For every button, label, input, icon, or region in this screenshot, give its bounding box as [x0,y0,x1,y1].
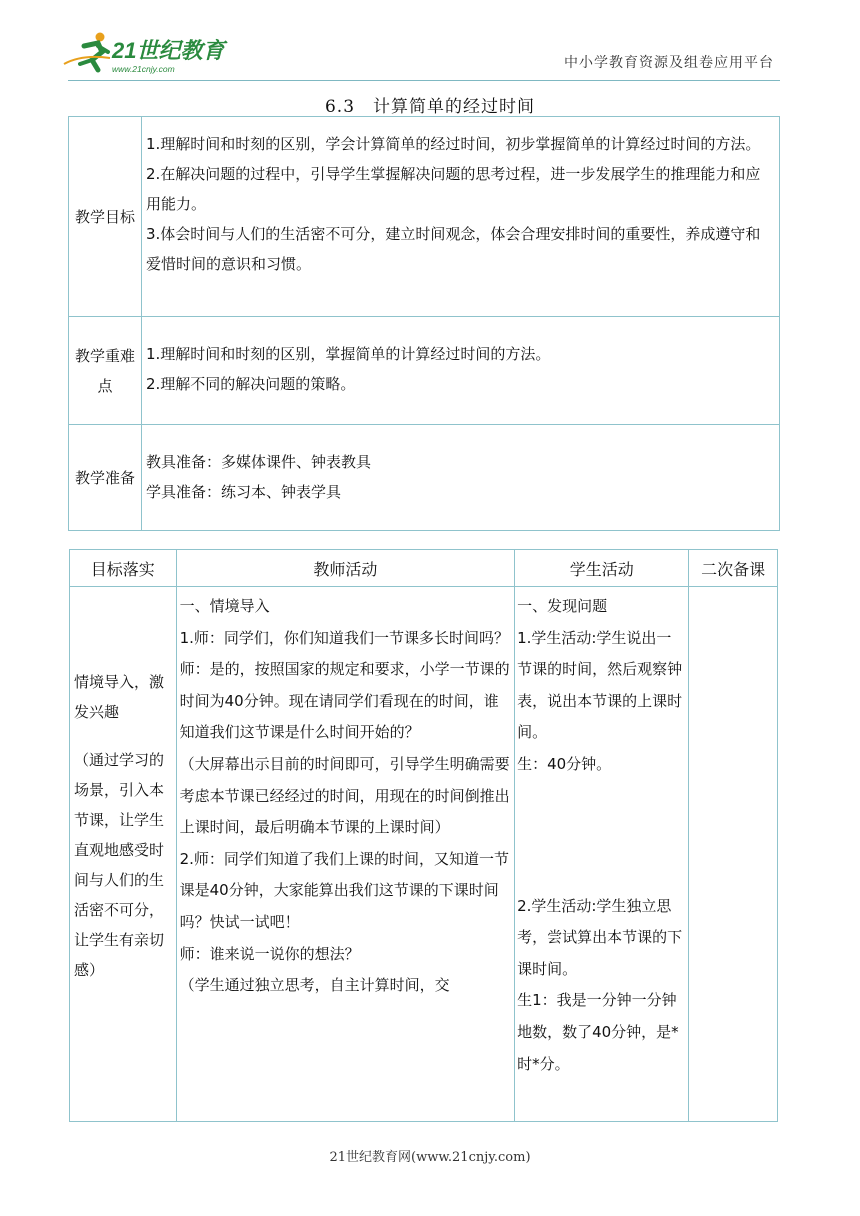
row-label: 教学重难点 [69,317,142,425]
text-line: 生：40分钟。 [517,754,612,773]
header-divider [68,80,780,81]
text-line: 2.学生活动:学生独立思考，尝试算出本节课的下课时间。 [517,896,683,978]
goal-cell [70,587,177,1122]
text-line: 2.师：同学们知道了我们上课的时间，又知道一节课是40分钟，大家能算出我们这节课的下课时间吗？快试一试吧！ [179,849,509,931]
revision-notes-cell [689,587,778,1122]
row-content [142,117,780,317]
text-line: 2.在解决问题的过程中，引导学生掌握解决问题的思考过程，进一步发展学生的推理能力和应用能力。 [146,165,761,213]
text-line: 生1：我是一分钟一分钟地数，数了40分钟，是*时*分。 [517,991,679,1073]
runner-icon [64,33,110,71]
spacer [517,781,686,891]
text-line: 2.理解不同的解决问题的策略。 [146,375,356,393]
row-content [142,425,780,531]
text-line: 学具准备：练习本、钟表学具 [146,483,342,501]
text-line: （大屏幕出示目前的时间即可，引导学生明确需要考虑本节课已经经过的时间，用现在的时间倒推出上课时间，最后明确本节课的上课时间） [179,754,510,837]
objectives-table [68,116,780,531]
text-line: 3.体会时间与人们的生活密不可分，建立时间观念，体会合理安排时间的重要性，养成遵守和爱惜时间的意识和习惯。 [146,225,761,273]
column-header: 二次备课 [689,550,778,587]
text-line: 一、发现问题 [517,597,608,615]
text-line: 师：谁来说一说你的想法？ [179,944,360,963]
site-logo [62,30,232,78]
text-line: 1.学生活动:学生说出一节课的时间，然后观察钟表，说出本节课的上课时间。 [517,628,683,742]
site-slogan: 中小学教育资源及组卷应用平台 [564,55,774,71]
text-line: 1.理解时间和时刻的区别，掌握简单的计算经过时间的方法。 [146,345,551,363]
table-header-row [70,550,778,587]
row-label: 教学准备 [69,425,142,531]
column-header: 学生活动 [515,550,689,587]
teacher-activity-cell [176,587,514,1122]
svg-text:www.21cnjy.com: www.21cnjy.com [112,64,175,74]
table-row [69,117,780,317]
column-header: 教师活动 [176,550,514,587]
text-line: 1.师：同学们，你们知道我们一节课多长时间吗？ [179,628,509,647]
table-row [70,587,778,1122]
text-line: （学生通过独立思考，自主计算时间，交 [179,976,450,995]
page-footer: 21世纪教育网(www.21cnjy.com) [329,1150,531,1165]
row-content [142,317,780,425]
goal-note: （通过学习的场景，引入本节课，让学生直观地感受时间与人们的生活密不可分，让学生有亲切感） [74,751,165,979]
table-row [69,425,780,531]
text-line: 1.理解时间和时刻的区别，学会计算简单的经过时间，初步掌握简单的计算经过时间的方法。 [146,135,761,153]
student-activity-cell [515,587,689,1122]
lesson-plan-table [69,549,778,1122]
text-line: 教具准备：多媒体课件、钟表教具 [146,453,372,471]
goal-title: 情境导入，激发兴趣 [74,673,165,721]
page-title: 6.3 计算简单的经过时间 [324,97,536,117]
text-line: 师：是的，按照国家的规定和要求，小学一节课的时间为40分钟。现在请同学们看现在的时间，谁知道我们这节课是什么时间开始的？ [179,660,510,742]
row-label: 教学目标 [69,117,142,317]
text-line: 一、情境导入 [179,597,270,615]
svg-text:21世纪教育: 21世纪教育 [112,38,225,63]
table-row [69,317,780,425]
column-header: 目标落实 [70,550,177,587]
